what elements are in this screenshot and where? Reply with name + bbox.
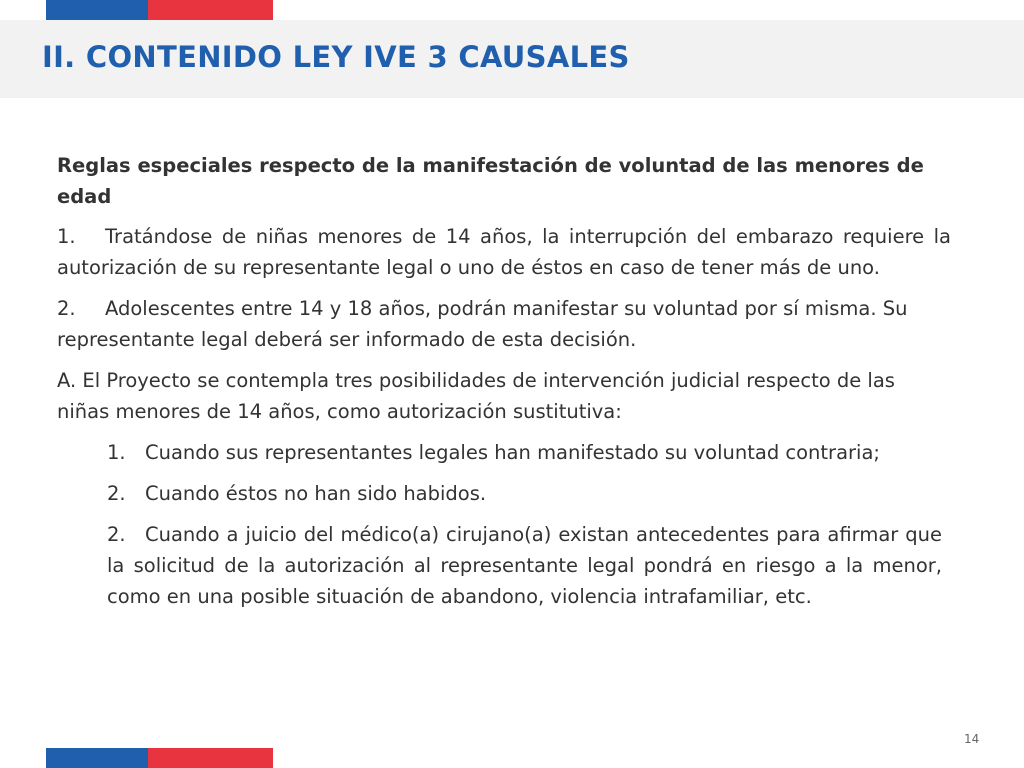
item-number: 2. xyxy=(107,523,126,546)
flag-red-segment xyxy=(148,0,273,20)
sub-list-item xyxy=(107,437,942,468)
slide-title: II. CONTENIDO LEY IVE 3 CAUSALES xyxy=(42,40,630,74)
item-text: Tratándose de niñas menores de 14 años, la interrupción del embarazo requiere la autorización de su representante legal o uno de éstos en caso de tener más de uno. xyxy=(57,225,951,279)
flag-red-segment xyxy=(148,748,273,768)
item-text: Cuando a juicio del médico(a) cirujano(a) existan antecedentes para afirmar que la solicitud de la autorización al representante legal pondrá en riesgo a la menor, como en una posible situación de abandono, violencia intrafamiliar, etc. xyxy=(107,523,942,608)
top-flag-bar xyxy=(46,0,273,20)
item-number: 1. xyxy=(57,225,76,248)
item-text: Adolescentes entre 14 y 18 años, podrán manifestar su voluntad por sí misma. Su representante legal deberá ser informado de esta decisión. xyxy=(57,297,908,351)
item-text: Cuando éstos no han sido habidos. xyxy=(145,482,487,505)
item-number: 1. xyxy=(107,441,126,464)
list-item xyxy=(57,293,951,355)
item-number: 2. xyxy=(107,482,126,505)
sub-list-item xyxy=(107,519,942,612)
slide-body xyxy=(57,150,951,612)
sub-list-item xyxy=(107,478,942,509)
bottom-flag-bar xyxy=(46,748,273,768)
paragraph-a: A. El Proyecto se contempla tres posibilidades de intervención judicial respecto de las niñas menores de 14 años, como autorización sustitutiva: xyxy=(57,369,895,423)
item-number: 2. xyxy=(57,297,76,320)
flag-blue-segment xyxy=(46,0,148,20)
item-text: Cuando sus representantes legales han manifestado su voluntad contraria; xyxy=(145,441,880,464)
section-heading: Reglas especiales respecto de la manifestación de voluntad de las menores de edad xyxy=(57,154,924,208)
list-item xyxy=(57,221,951,283)
page-number: 14 xyxy=(964,732,980,746)
flag-blue-segment xyxy=(46,748,148,768)
